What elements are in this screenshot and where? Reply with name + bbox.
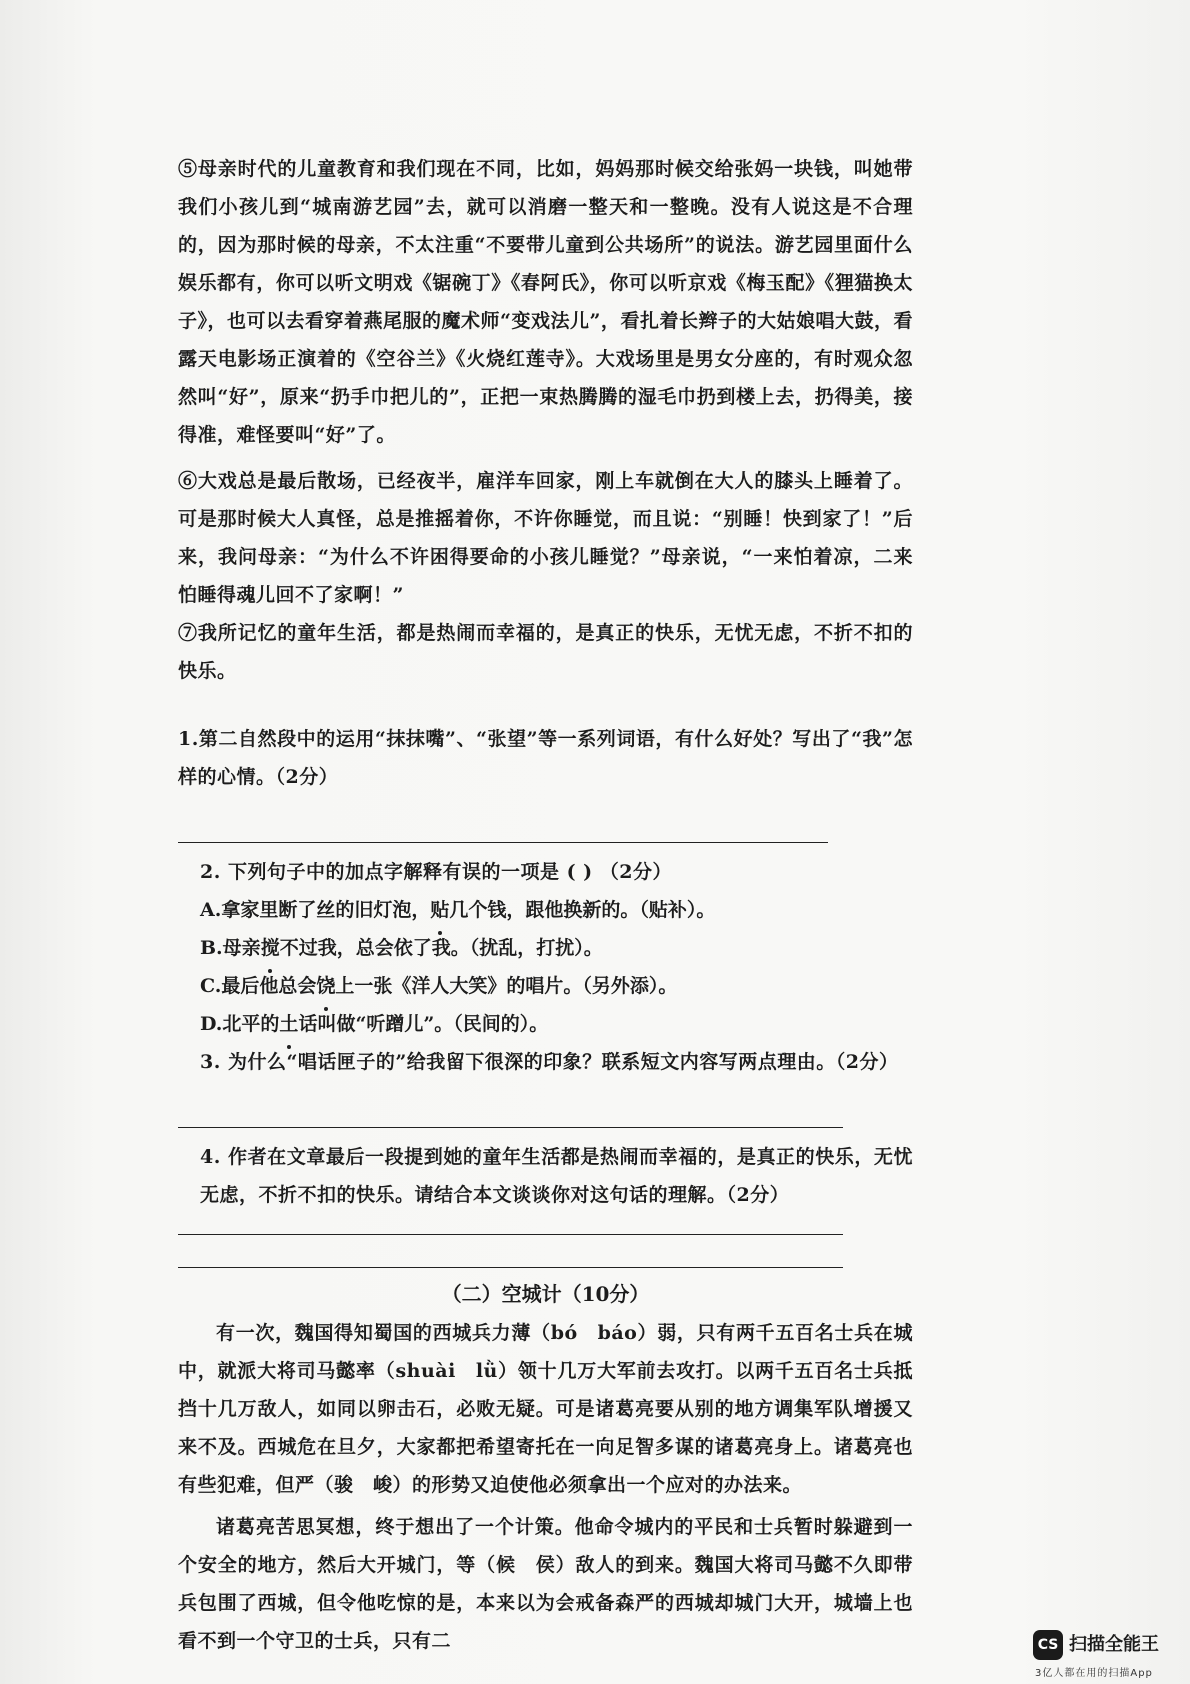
question-4: 4. 作者在文章最后一段提到她的童年生活都是热闹而幸福的，是真正的快乐，无忧无虑，不折不扣的快乐。请结合本文谈谈你对这句话的理解。（2分） bbox=[200, 1146, 913, 1206]
option-a: A.拿家里断了丝的旧灯泡，贴几个钱，跟他换新的。（贴补）。 bbox=[200, 891, 913, 929]
story-paragraph-1: 有一次，魏国得知蜀国的西城兵力薄（bó báo）弱，只有两千五百名士兵在城中，就派大将司马懿率（shuài lǜ）领十几万大军前去攻打。以两千五百名士兵抵挡十几万敌人，如同以卵击石，必败无疑。可是诸葛亮要从别的地方调集军队增援又来不及。西城危在旦夕，大家都把希望寄托在一向足智多谋的诸葛亮身上。诸葛亮也有些犯难，但严（骏 峻）的形势又迫使他必须拿出一个应对的办法来。 bbox=[178, 1322, 913, 1496]
dotted-char-b: 搅 bbox=[261, 929, 280, 967]
question-1: 1.第二自然段中的运用“抹抹嘴”、“张望”等一系列词语，有什么好处？写出了“我”怎样的心情。（2分） bbox=[178, 728, 913, 788]
option-d: D.北平的土话叫做“听蹭儿”。（民间的）。 bbox=[200, 1005, 913, 1043]
option-c: C.最后他总会饶上一张《洋人大笑》的唱片。（另外添）。 bbox=[200, 967, 913, 1005]
question-3: 3. 为什么“唱话匣子的”给我留下很深的印象？联系短文内容写两点理由。（2分） bbox=[200, 1051, 899, 1073]
dotted-char-d: 土 bbox=[279, 1005, 298, 1043]
paragraph-7: ⑦我所记忆的童年生活，都是热闹而幸福的，是真正的快乐，无忧无虑，不折不扣的快乐。 bbox=[178, 622, 913, 682]
dotted-char-a: 贴 bbox=[430, 891, 449, 929]
watermark-tagline: 3亿人都在用的扫描App bbox=[1035, 1668, 1153, 1679]
paragraph-5: ⑤母亲时代的儿童教育和我们现在不同，比如，妈妈那时候交给张妈一块钱，叫她带我们小孩儿到“城南游艺园”去，就可以消磨一整天和一整晚。没有人说这是不合理的，因为那时候的母亲，不太注重“不要带儿童到公共场所”的说法。游艺园里面什么娱乐都有，你可以听文明戏《锯碗丁》《春阿氏》，你可以听京戏《梅玉配》《狸猫换太子》，也可以去看穿着燕尾服的魔术师“变戏法儿”，看扎着长辫子的大姑娘唱大鼓，看露天电影场正演着的《空谷兰》《火烧红莲寺》。大戏场里是男女分座的，有时观众忽然叫“好”，原来“扔手巾把儿的”，正把一束热腾腾的湿毛巾扔到楼上去，扔得美，接得准，难怪要叫“好”了。 bbox=[178, 158, 913, 446]
question-2: 2. 下列句子中的加点字解释有误的一项是 ( ) （2分） bbox=[200, 861, 672, 883]
story-paragraph-2: 诸葛亮苦思冥想，终于想出了一个计策。他命令城内的平民和士兵暂时躲避到一个安全的地方，然后大开城门，等（候 侯）敌人的到来。魏国大将司马懿不久即带兵包围了西城，但令他吃惊的是，本来以为会戒备森严的西城却城门大开，城墙上也看不到一个守卫的士兵，只有二 bbox=[178, 1516, 913, 1652]
option-b: B.母亲搅不过我，总会依了我。（扰乱，打扰）。 bbox=[200, 929, 913, 967]
answer-line-q3 bbox=[178, 1127, 843, 1128]
scanner-watermark bbox=[1033, 1630, 1173, 1680]
watermark-app-name: 扫描全能王 bbox=[1069, 1634, 1159, 1655]
section-title: （二）空城计（10分） bbox=[441, 1282, 650, 1306]
dotted-char-c: 饶 bbox=[316, 967, 335, 1005]
page-content bbox=[178, 150, 913, 1660]
answer-line-q4-2 bbox=[178, 1267, 843, 1268]
answer-line-q1 bbox=[178, 842, 828, 843]
cs-logo-icon: CS bbox=[1033, 1630, 1063, 1660]
paragraph-6: ⑥大戏总是最后散场，已经夜半，雇洋车回家，刚上车就倒在大人的膝头上睡着了。可是那时候大人真怪，总是推摇着你，不许你睡觉，而且说：“别睡！快到家了！”后来，我问母亲：“为什么不许困得要命的小孩儿睡觉？”母亲说，“一来怕着凉，二来怕睡得魂儿回不了家啊！” bbox=[178, 470, 913, 606]
